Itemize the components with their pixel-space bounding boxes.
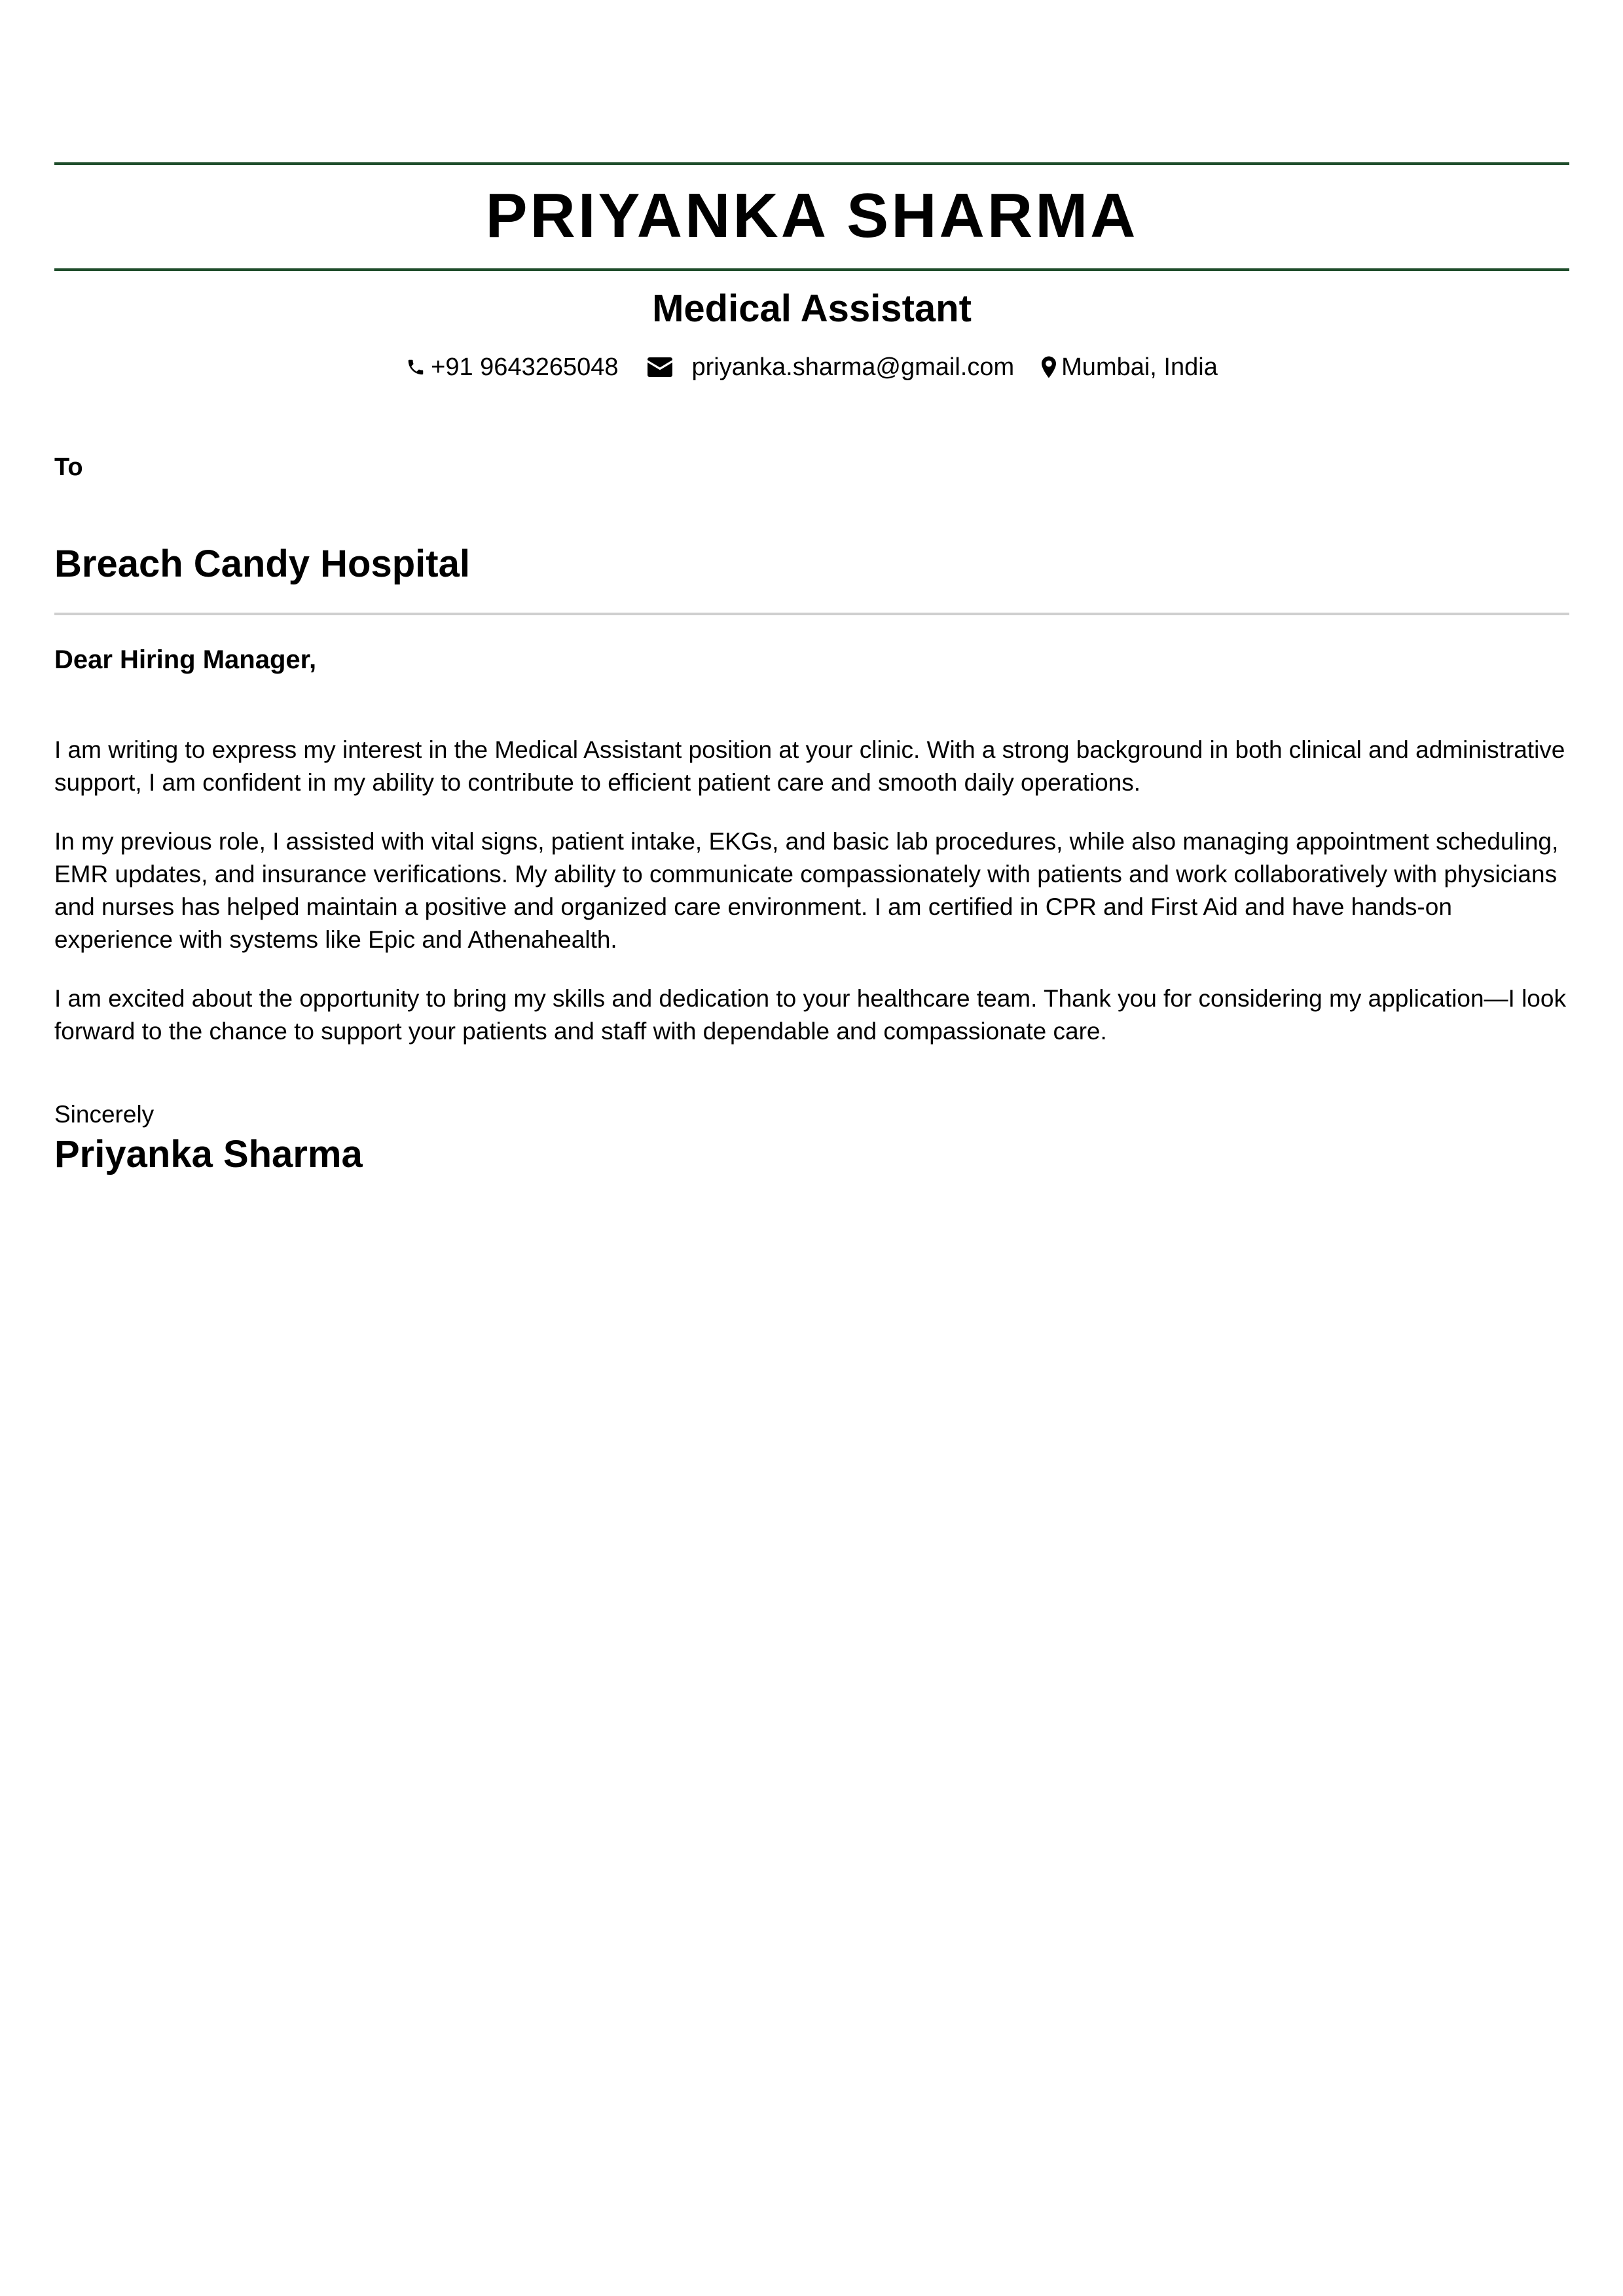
email-address: priyanka.sharma@gmail.com xyxy=(691,353,1015,381)
contact-info xyxy=(54,353,1569,382)
header-bottom-rule xyxy=(54,268,1569,271)
salutation: Dear Hiring Manager, xyxy=(54,645,317,674)
job-title: Medical Assistant xyxy=(652,287,972,330)
contact-email xyxy=(619,353,1015,382)
mail-icon xyxy=(619,357,692,377)
body-paragraph-1: I am writing to express my interest in the Medical Assistant position at your clinic. With a strong background in both clinical and administrative support, I am confident in my ability to contribute to efficient patient care and smooth daily operations. xyxy=(54,736,1565,796)
location-text: Mumbai, India xyxy=(1061,353,1218,381)
closing: Sincerely xyxy=(54,1100,155,1128)
body-paragraph-2: In my previous role, I assisted with vital signs, patient intake, EKGs, and basic lab procedures, while also managing appointment scheduling, EMR updates, and insurance verifications. My ability to communicate compassionately with patients and work collaboratively with physicians and nurses has helped maintain a positive and organized care environment. I am certified in CPR and First Aid and have hands-on experience with systems like Epic and Athenahealth. xyxy=(54,827,1559,953)
map-pin-icon xyxy=(1014,356,1061,378)
phone-icon xyxy=(406,356,431,378)
recipient-organization: Breach Candy Hospital xyxy=(54,542,470,585)
to-label: To xyxy=(54,453,83,481)
cover-letter-page xyxy=(54,162,1569,1177)
section-divider xyxy=(54,613,1569,615)
letter-body xyxy=(54,734,1569,1048)
signature-name: Priyanka Sharma xyxy=(54,1132,363,1175)
body-paragraph-3: I am excited about the opportunity to bring my skills and dedication to your healthcare team. Thank you for considering my application—I look forward to the chance to support your patients and staff with dependable and compassionate care. xyxy=(54,984,1566,1045)
phone-number: +91 9643265048 xyxy=(431,353,619,381)
contact-phone xyxy=(406,353,618,382)
applicant-name: PRIYANKA SHARMA xyxy=(485,181,1139,251)
contact-location xyxy=(1014,353,1218,382)
